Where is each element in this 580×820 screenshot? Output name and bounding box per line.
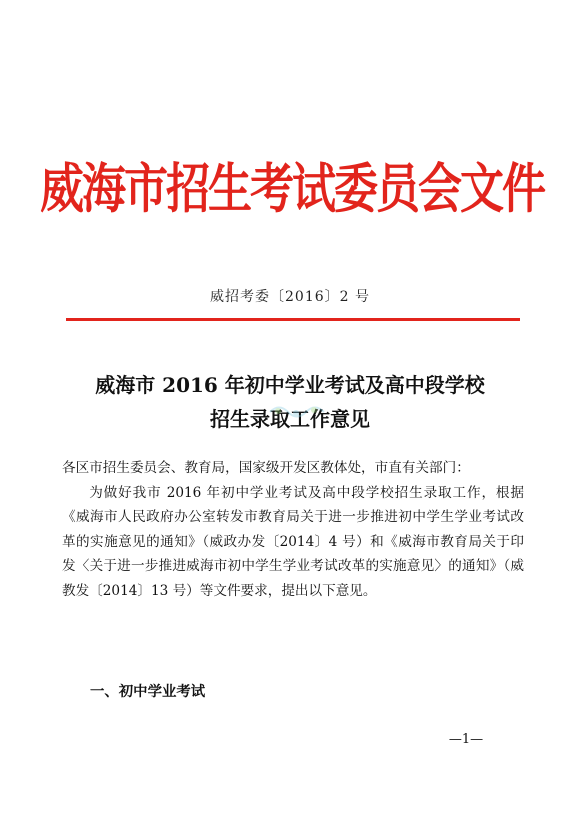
title-line-1: 威海市 2016 年初中学业考试及高中段学校	[95, 373, 485, 397]
red-separator-line	[66, 318, 520, 321]
document-title	[0, 368, 580, 436]
document-body	[62, 456, 524, 604]
document-number: 威招考委〔2016〕2 号	[210, 289, 370, 305]
section-heading: 一、初中学业考试	[90, 683, 206, 700]
title-line-2: 招生录取工作意见	[210, 407, 370, 431]
organization-header: 威海市招生考试委员会文件	[40, 158, 544, 221]
page-number: —1—	[448, 732, 484, 747]
addressee-paragraph: 各区市招生委员会、教育局，国家级开发区教体处，市直有关部门：	[62, 460, 470, 476]
intro-paragraph: 为做好我市 2016 年初中学业考试及高中段学校招生录取工作，根据《威海市人民政府办公室转发市教育局关于进一步推进初中学生学业考试改革的实施意见的通知》（威政办发〔2014〕4 号）和《威海市教育局关于印发〈关于进一步推进威海市初中学生学业考试改革的实施意见〉的通知》（威教发〔2014〕13 号）等文件要求，提出以下意见。	[62, 484, 524, 599]
